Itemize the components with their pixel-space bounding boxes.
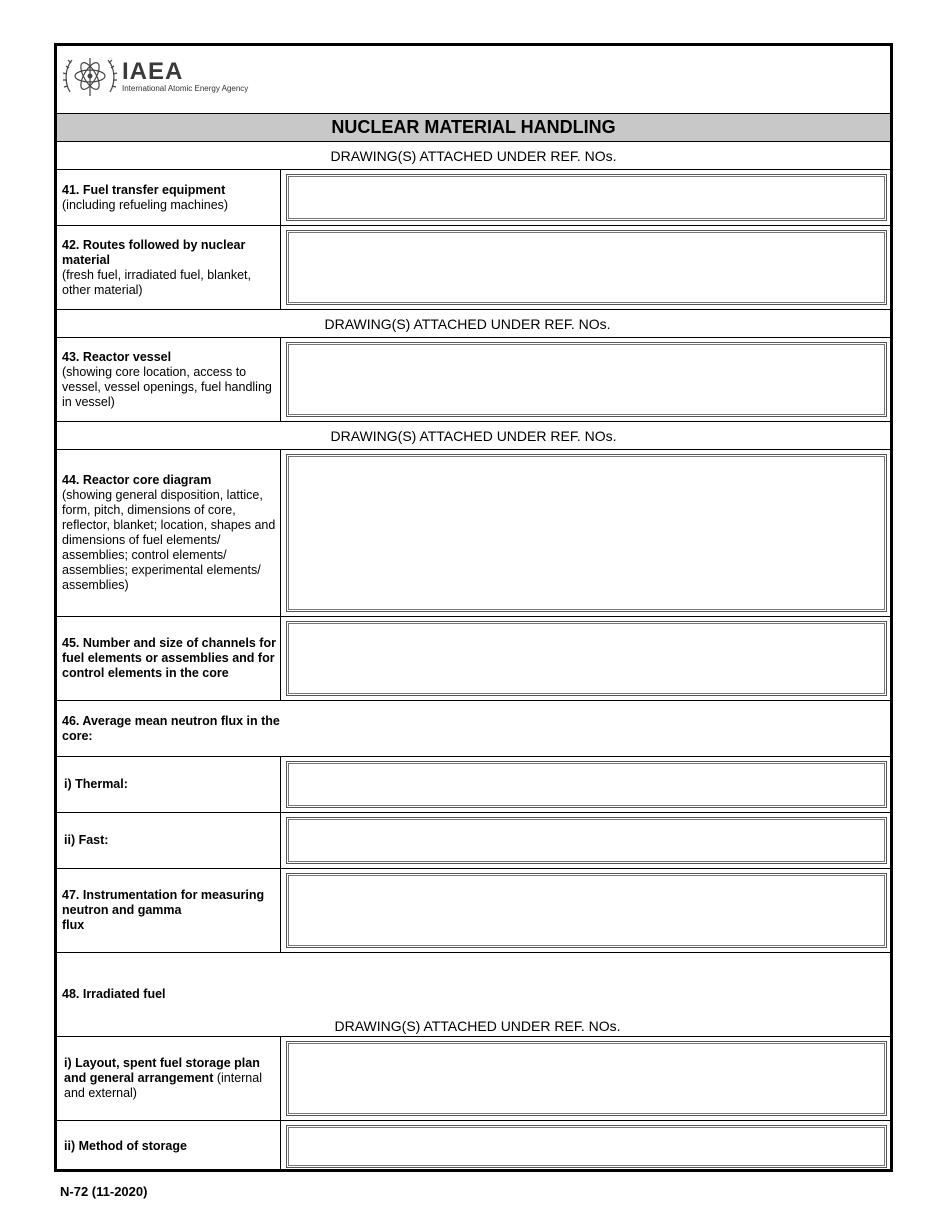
method-of-storage-input[interactable] <box>286 1125 887 1168</box>
iaea-emblem-icon <box>62 52 118 102</box>
question-43-input[interactable] <box>286 342 887 417</box>
question-41-label <box>57 170 281 225</box>
question-48-layout-desc: (internal and external) <box>64 1071 262 1100</box>
drawing-ref-label: DRAWING(S) ATTACHED UNDER REF. NOs. <box>324 316 611 332</box>
question-43-row <box>57 338 890 422</box>
question-43-label <box>57 338 281 421</box>
question-48-layout-label <box>57 1037 281 1120</box>
question-48-layout-title: i) Layout, spent fuel storage plan and general arrangement <box>64 1056 260 1085</box>
question-45-row <box>57 617 890 701</box>
question-45-label <box>57 617 281 700</box>
drawing-ref-row <box>57 142 890 170</box>
question-45-title: 45. Number and size of channels for fuel elements or assemblies and for control elements in the core <box>62 636 276 680</box>
question-48-title: 48. Irradiated fuel <box>62 987 166 1001</box>
question-46-thermal-row <box>57 757 890 813</box>
question-42-row <box>57 226 890 310</box>
question-48-method-row <box>57 1121 890 1172</box>
question-42-title: 42. Routes followed by nuclear material <box>62 237 246 267</box>
question-42-desc: (fresh fuel, irradiated fuel, blanket, other material) <box>62 267 251 297</box>
question-47-label <box>57 869 281 952</box>
question-46-fast-row <box>57 813 890 869</box>
question-46-title: 46. Average mean neutron flux in the core: <box>62 713 280 743</box>
question-48-method-title: ii) Method of storage <box>64 1139 187 1153</box>
question-43-title: 43. Reactor vessel <box>62 349 172 364</box>
question-47-input[interactable] <box>286 873 887 948</box>
logo-subtitle: International Atomic Energy Agency <box>122 84 249 93</box>
question-46-label <box>57 701 297 756</box>
question-41-row <box>57 170 890 226</box>
question-41-input[interactable] <box>286 174 887 221</box>
question-46-row <box>57 701 890 757</box>
question-46-fast-title: ii) Fast: <box>64 833 109 847</box>
question-42-input[interactable] <box>286 230 887 305</box>
question-47-row <box>57 869 890 953</box>
question-46-fast-label <box>57 813 281 868</box>
question-48-row <box>57 953 890 1037</box>
drawing-ref-label: DRAWING(S) ATTACHED UNDER REF. NOs. <box>334 1018 621 1034</box>
logo-header <box>57 46 890 114</box>
question-44-title: 44. Reactor core diagram <box>62 473 212 487</box>
fast-flux-input[interactable] <box>286 817 887 864</box>
question-44-label <box>57 450 281 616</box>
iaea-logo <box>62 51 248 103</box>
question-43-desc: (showing core location, access to vessel, vessel openings, fuel handling in vessel) <box>62 364 272 409</box>
question-44-desc: (showing general disposition, lattice, form, pitch, dimensions of core, reflector, blanket; location, shapes and dimensions of fuel elements/ assemblies; control elements/ assemblies; experimental elements/ assemblies) <box>62 488 276 592</box>
question-42-label <box>57 226 281 309</box>
drawing-ref-label: DRAWING(S) ATTACHED UNDER REF. NOs. <box>330 148 617 164</box>
question-47-title: 47. Instrumentation for measuring neutron and gamma <box>62 888 265 917</box>
question-44-input[interactable] <box>286 454 887 612</box>
question-46-thermal-title: i) Thermal: <box>64 777 128 791</box>
layout-storage-input[interactable] <box>286 1041 887 1116</box>
question-48-layout-row <box>57 1037 890 1121</box>
question-47-title-end: flux <box>62 918 85 932</box>
form-page <box>54 43 893 1172</box>
logo-title: IAEA <box>122 58 184 85</box>
question-48-method-label <box>57 1121 281 1172</box>
page-title: NUCLEAR MATERIAL HANDLING <box>57 114 890 142</box>
question-44-row <box>57 450 890 617</box>
drawing-ref-row <box>57 310 890 338</box>
drawing-ref-label: DRAWING(S) ATTACHED UNDER REF. NOs. <box>330 428 617 444</box>
question-46-thermal-label <box>57 757 281 812</box>
question-45-input[interactable] <box>286 621 887 696</box>
form-code: N-72 (11-2020) <box>60 1184 148 1199</box>
drawing-ref-row <box>57 422 890 450</box>
question-41-desc: (including refueling machines) <box>62 197 229 212</box>
question-41-title: 41. Fuel transfer equipment <box>62 182 226 197</box>
thermal-flux-input[interactable] <box>286 761 887 808</box>
